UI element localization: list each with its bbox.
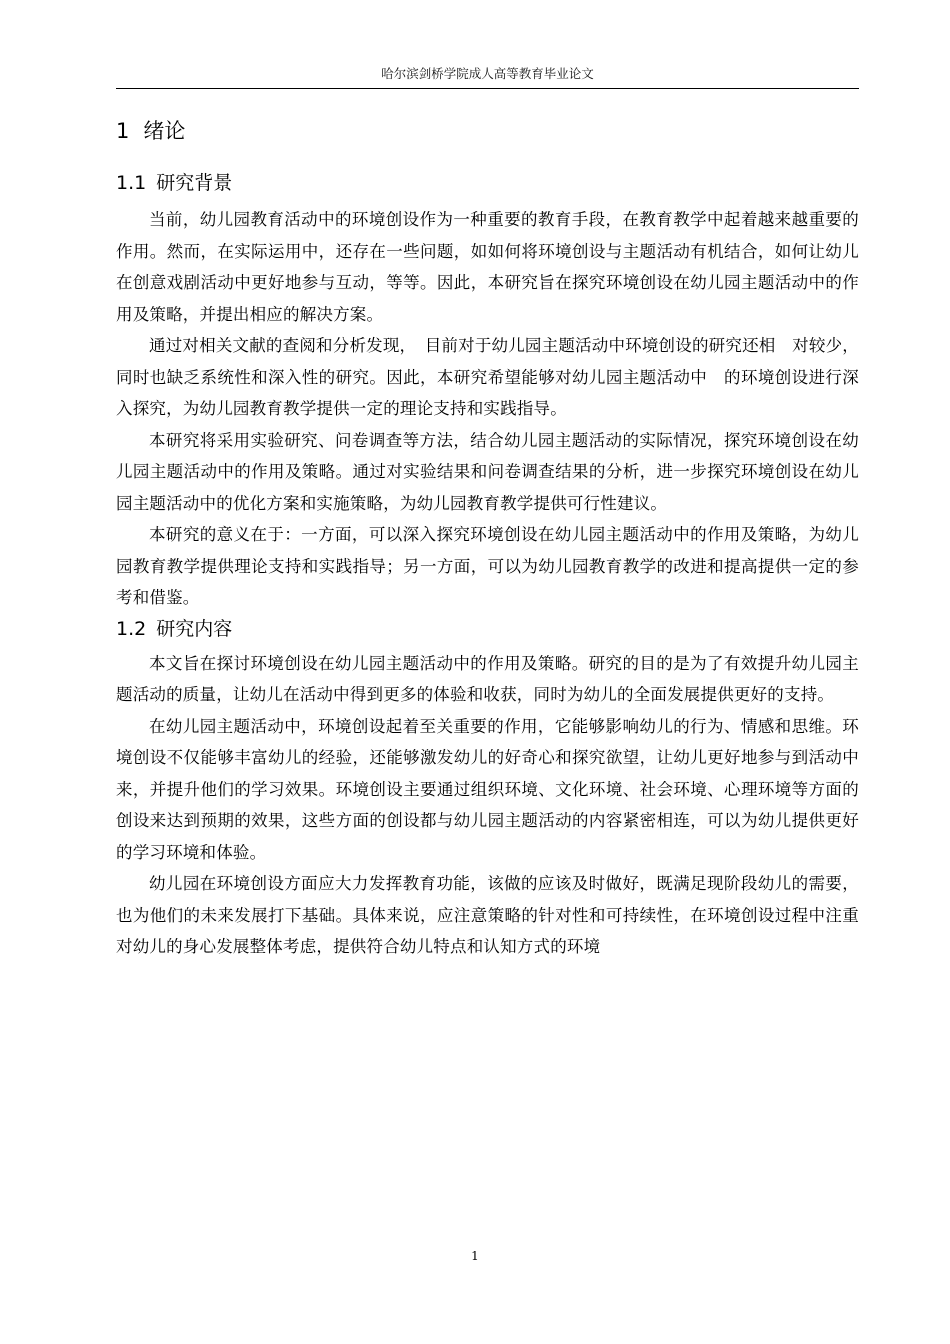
chapter-number: 1 <box>116 119 130 143</box>
section-research-background <box>116 168 859 614</box>
page-number: 1 <box>471 1249 479 1263</box>
paragraph: 当前，幼儿园教育活动中的环境创设作为一种重要的教育手段，在教育教学中起着越来越重要的作用。然而，在实际运用中，还存在一些问题，如如何将环境创设与主题活动有机结合，如何让幼儿在创意戏剧活动中更好地参与互动，等等。因此，本研究旨在探究环境创设在幼儿园主题活动中的作用及策略，并提出相应的解决方案。 <box>116 210 859 324</box>
section-number: 1.1 <box>116 172 147 194</box>
paragraph: 本研究的意义在于：一方面，可以深入探究环境创设在幼儿园主题活动中的作用及策略，为幼儿园教育教学提供理论支持和实践指导；另一方面，可以为幼儿园教育教学的改进和提高提供一定的参考和借鉴。 <box>116 525 859 607</box>
section-number: 1.2 <box>116 617 147 640</box>
header-title: 哈尔滨剑桥学院成人高等教育毕业论文 <box>381 66 594 81</box>
section-title: 研究内容 <box>156 617 233 640</box>
paragraph: 本研究将采用实验研究、问卷调查等方法，结合幼儿园主题活动的实际情况，探究环境创设在幼儿园主题活动中的作用及策略。通过对实验结果和问卷调查结果的分析，进一步探究环境创设在幼儿园主题活动中的优化方案和实施策略，为幼儿园教育教学提供可行性建议。 <box>116 430 859 513</box>
section-research-content <box>116 614 859 963</box>
chapter-heading <box>116 114 859 148</box>
section-heading <box>116 614 859 644</box>
section-heading <box>116 168 859 198</box>
page-header <box>116 64 859 89</box>
document-body <box>116 114 859 963</box>
page-footer <box>0 1248 950 1264</box>
section-title: 研究背景 <box>156 172 233 194</box>
paragraph: 本文旨在探讨环境创设在幼儿园主题活动中的作用及策略。研究的目的是为了有效提升幼儿园主题活动的质量，让幼儿在活动中得到更多的体验和收获，同时为幼儿的全面发展提供更好的支持。 <box>116 653 859 704</box>
paragraph: 在幼儿园主题活动中，环境创设起着至关重要的作用，它能够影响幼儿的行为、情感和思维。环境创设不仅能够丰富幼儿的经验，还能够激发幼儿的好奇心和探究欲望，让幼儿更好地参与到活动中来，并提升他们的学习效果。环境创设主要通过组织环境、文化环境、社会环境、心理环境等方面的创设来达到预期的效果，这些方面的创设都与幼儿园主题活动的内容紧密相连，可以为幼儿提供更好的学习环境和体验。 <box>116 716 859 862</box>
paragraph: 通过对相关文献的查阅和分析发现， 目前对于幼儿园主题活动中环境创设的研究还相 对较少，同时也缺乏系统性和深入性的研究。因此，本研究希望能够对幼儿园主题活动中 的环境创设进行深入探究，为幼儿园教育教学提供一定的理论支持和实践指导。 <box>116 336 859 418</box>
paragraph: 幼儿园在环境创设方面应大力发挥教育功能，该做的应该及时做好，既满足现阶段幼儿的需要，也为他们的未来发展打下基础。具体来说，应注意策略的针对性和可持续性，在环境创设过程中注重对幼儿的身心发展整体考虑，提供符合幼儿特点和认知方式的环境 <box>116 874 859 956</box>
chapter-title: 绪论 <box>143 119 186 143</box>
